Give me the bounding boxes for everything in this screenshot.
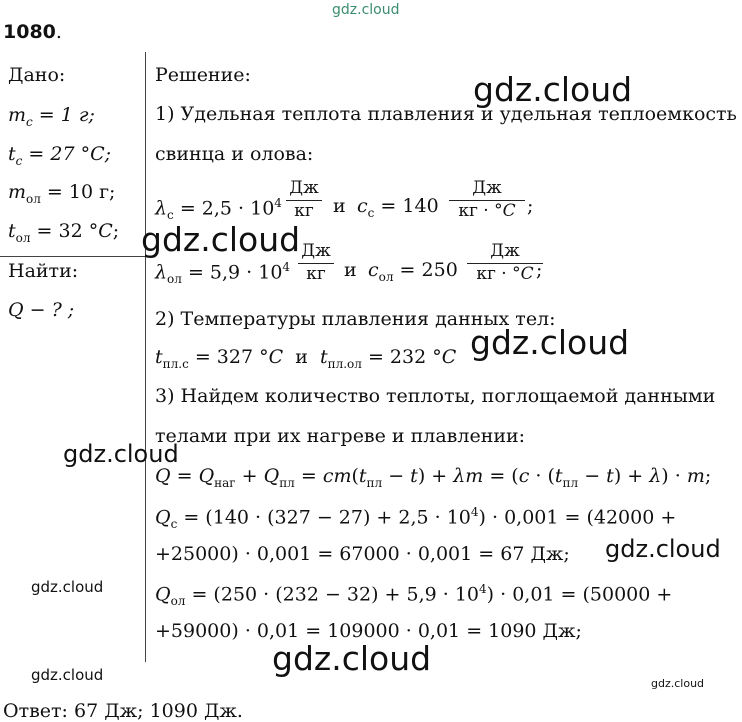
melting-temps: $t_{пл.с} = 327$ °C и $t_{пл.ол} = 232$ °C [155, 346, 457, 371]
problem-number: 1080. [3, 21, 62, 43]
c-ol: $c_{ол} = 250$ [368, 259, 458, 284]
given-line: $t_с = 27$ °C; [8, 143, 112, 168]
step1-line-b: свинца и олова: [155, 143, 314, 165]
equation-general: $Q = Q_{наг} + Q_{пл} = cm(t_{пл} - t) + \lambda m = (c \cdot (t_{пл} - t) + \lambda) \cdot m$; [155, 465, 712, 490]
problem-number-value: 1080 [3, 21, 56, 43]
watermark: gdz.cloud [651, 677, 705, 690]
step2: 2) Температуры плавления данных тел: [155, 308, 556, 330]
step1-line-a: 1) Удельная теплота плавления и удельная теплоемкость [155, 103, 737, 125]
watermark: gdz.cloud [470, 323, 630, 362]
and-word: и [344, 259, 357, 281]
semicolon: ; [527, 195, 534, 217]
watermark: gdz.cloud [31, 666, 104, 684]
step3-line-b: телами при их нагреве и плавлении: [155, 425, 526, 447]
watermark: gdz.cloud [605, 535, 721, 563]
solution-title: Решение: [155, 64, 251, 86]
watermark: gdz.cloud [63, 440, 179, 468]
equation-qol-a: $Q_{ол} = (250 \cdot (232 - 32) + 5,9 \cdot 10^4) \cdot 0,01 = (50000$ + [155, 582, 673, 609]
step3-line-a: 3) Найдем количество теплоты, поглощаемой данными [155, 385, 716, 407]
answer: Ответ: 67 Дж; 1090 Дж. [3, 700, 243, 722]
watermark: gdz.cloud [473, 70, 633, 109]
given-title: Дано: [8, 64, 66, 86]
lambda-c: $\lambda_с = 2,5 \cdot 10^4$ [155, 196, 282, 223]
c-c: $c_с = 140$ [357, 195, 439, 220]
and-word: и [333, 195, 346, 217]
watermark: gdz.cloud [272, 639, 432, 678]
given-line: $t_{ол} = 32$ °C; [8, 220, 120, 245]
column-divider [145, 52, 146, 662]
equation-qol-b: +59000) · 0,01 = 109000 · 0,01 = 1090 Дж; [155, 620, 582, 642]
unit-fraction: Дж кг · °C [449, 180, 525, 221]
lambda-ol: $\lambda_{ол} = 5,9 \cdot 10^4$ [155, 260, 291, 287]
unit-fraction: Дж кг [286, 180, 322, 221]
watermark-top: gdz.cloud [332, 2, 400, 18]
equation-qc-a: $Q_с = (140 \cdot (327 - 27) + 2,5 \cdot 10^4) \cdot 0,001 = (42000$ + [155, 505, 677, 532]
given-line: $m_{ол} = 10$ г; [8, 181, 116, 206]
semicolon: ; [536, 259, 543, 281]
watermark: gdz.cloud [141, 220, 301, 259]
given-line: $m_с = 1$ г; [8, 104, 95, 129]
unit-fraction: Дж кг · °C [467, 243, 543, 284]
find-value: Q − ? ; [8, 299, 75, 321]
given-divider [0, 256, 146, 257]
equation-qc-b: +25000) · 0,001 = 67000 · 0,001 = 67 Дж; [155, 543, 570, 565]
unit-fraction: Дж кг [298, 243, 334, 284]
find-title: Найти: [8, 260, 79, 282]
watermark: gdz.cloud [31, 578, 104, 596]
